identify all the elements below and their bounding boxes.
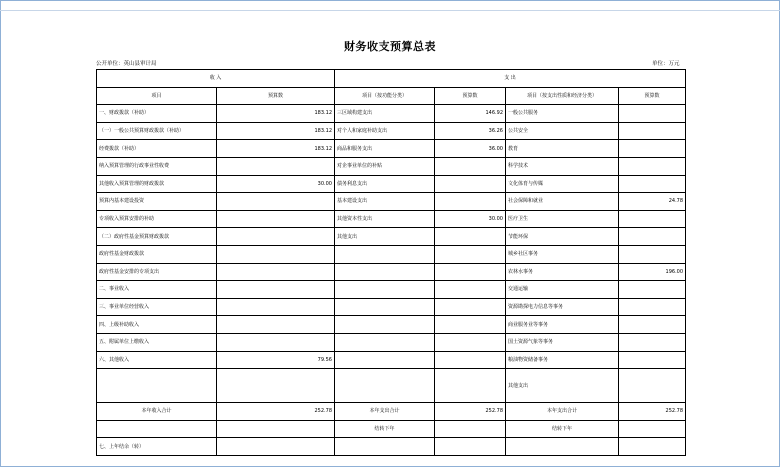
table-row — [97, 140, 686, 158]
amount-cell: 252.78 — [619, 403, 686, 421]
amount-cell — [217, 281, 335, 299]
table-row — [97, 193, 686, 211]
item-cell: 二、事业收入 — [97, 281, 217, 299]
item-cell: 预算内基本建设投资 — [97, 193, 217, 211]
item-cell — [335, 263, 435, 281]
item-cell: 四、上级补助收入 — [97, 316, 217, 334]
amount-cell — [217, 333, 335, 351]
item-cell: 交通运输 — [506, 281, 619, 299]
amount-cell — [435, 263, 506, 281]
item-cell: 政府性基金财政拨款 — [97, 245, 217, 263]
table-row — [97, 157, 686, 175]
column-header: 项目 — [97, 87, 217, 105]
item-cell — [97, 369, 217, 403]
amount-cell — [619, 420, 686, 438]
amount-cell — [217, 210, 335, 228]
table-row — [97, 438, 686, 456]
item-cell — [97, 420, 217, 438]
amount-cell — [435, 157, 506, 175]
top-divider — [0, 10, 780, 11]
amount-cell: 252.78 — [217, 403, 335, 421]
item-cell: 商品和服务支出 — [335, 140, 435, 158]
item-cell: 教育 — [506, 140, 619, 158]
amount-cell: 183.12 — [217, 122, 335, 140]
amount-cell: 196.00 — [619, 263, 686, 281]
item-cell: 国土资源气象等事务 — [506, 333, 619, 351]
amount-cell — [435, 369, 506, 403]
amount-cell — [619, 281, 686, 299]
table-row — [97, 105, 686, 123]
table-row — [97, 175, 686, 193]
budget-table — [96, 69, 686, 456]
table-row — [97, 369, 686, 403]
item-cell — [335, 245, 435, 263]
item-cell — [335, 333, 435, 351]
amount-cell: 79.56 — [217, 351, 335, 369]
item-cell: 基本建设支出 — [335, 193, 435, 211]
amount-cell — [435, 228, 506, 246]
column-header: 项目（按支出性质和经济分类） — [506, 87, 619, 105]
item-cell — [335, 298, 435, 316]
amount-cell — [619, 175, 686, 193]
table-row — [97, 210, 686, 228]
item-cell: 结转下年 — [335, 420, 435, 438]
amount-cell — [217, 438, 335, 456]
item-cell: 三、事业单位经营收入 — [97, 298, 217, 316]
item-cell: 社会保障和就业 — [506, 193, 619, 211]
amount-cell — [619, 298, 686, 316]
amount-cell — [619, 316, 686, 334]
amount-cell — [435, 316, 506, 334]
item-cell: 商业服务业等事务 — [506, 316, 619, 334]
amount-cell — [217, 369, 335, 403]
amount-cell — [217, 245, 335, 263]
amount-cell: 24.78 — [619, 193, 686, 211]
item-cell: 城乡社区事务 — [506, 245, 619, 263]
table-row — [97, 298, 686, 316]
item-cell: 政府性基金安排的专项支出 — [97, 263, 217, 281]
item-cell: （二）政府性基金预算财政拨款 — [97, 228, 217, 246]
item-cell: 农林水事务 — [506, 263, 619, 281]
item-cell: 结转下年 — [506, 420, 619, 438]
column-header: 预算数 — [435, 87, 506, 105]
amount-cell — [435, 245, 506, 263]
item-cell: 一、财政拨款（补助） — [97, 105, 217, 123]
item-cell: 资源勘探电力信息等事务 — [506, 298, 619, 316]
amount-cell — [435, 333, 506, 351]
table-row — [97, 333, 686, 351]
amount-cell — [217, 316, 335, 334]
amount-cell: 183.12 — [217, 140, 335, 158]
table-row — [97, 263, 686, 281]
item-cell — [335, 351, 435, 369]
table-row — [97, 281, 686, 299]
item-cell: （一）一般公共预算财政拨款（补助） — [97, 122, 217, 140]
column-header: 项目（按功能分类） — [335, 87, 435, 105]
amount-cell: 36.26 — [435, 122, 506, 140]
amount-cell — [217, 228, 335, 246]
amount-cell — [619, 157, 686, 175]
amount-cell — [619, 245, 686, 263]
item-cell: 本年支出合计 — [335, 403, 435, 421]
amount-cell — [435, 298, 506, 316]
table-row — [97, 228, 686, 246]
item-cell: 一般公共服务 — [506, 105, 619, 123]
item-cell — [506, 438, 619, 456]
item-cell: 对企事业单位的补贴 — [335, 157, 435, 175]
amount-cell — [619, 210, 686, 228]
total-row — [97, 403, 686, 421]
amount-cell — [435, 175, 506, 193]
item-cell: 其他支出 — [506, 369, 619, 403]
amount-cell — [619, 122, 686, 140]
amount-cell: 36.00 — [435, 140, 506, 158]
item-cell: 其他资本性支出 — [335, 210, 435, 228]
amount-cell — [435, 281, 506, 299]
expense-section-header: 支 出 — [335, 70, 686, 88]
page-title: 财务收支预算总表 — [344, 40, 436, 53]
table-row — [97, 316, 686, 334]
carry-row — [97, 420, 686, 438]
amount-cell: 30.00 — [217, 175, 335, 193]
item-cell: 债务利息支出 — [335, 175, 435, 193]
item-cell: 粮油物资储备事务 — [506, 351, 619, 369]
item-cell: 文化体育与传媒 — [506, 175, 619, 193]
amount-cell — [217, 263, 335, 281]
amount-cell — [619, 140, 686, 158]
section-header-row — [97, 70, 686, 88]
amount-cell — [619, 438, 686, 456]
amount-cell: 146.92 — [435, 105, 506, 123]
amount-cell — [619, 105, 686, 123]
amount-cell — [217, 298, 335, 316]
item-cell: 五、附属单位上缴收入 — [97, 333, 217, 351]
item-cell — [335, 281, 435, 299]
item-cell: 专项收入预算安排的补助 — [97, 210, 217, 228]
amount-cell — [619, 369, 686, 403]
item-cell: 科学技术 — [506, 157, 619, 175]
item-cell: 其他收入预算管理的财政拨款 — [97, 175, 217, 193]
item-cell — [335, 438, 435, 456]
column-header: 预算数 — [217, 87, 335, 105]
item-cell: 本年收入合计 — [97, 403, 217, 421]
item-cell: 三区域构建支出 — [335, 105, 435, 123]
item-cell: 公共安全 — [506, 122, 619, 140]
amount-cell — [619, 333, 686, 351]
amount-cell: 30.00 — [435, 210, 506, 228]
amount-cell — [435, 438, 506, 456]
item-cell: 对个人和家庭补助支出 — [335, 122, 435, 140]
amount-cell — [217, 193, 335, 211]
item-cell: 其他支出 — [335, 228, 435, 246]
item-cell: 七、上年结余（转） — [97, 438, 217, 456]
amount-cell — [217, 420, 335, 438]
item-cell: 医疗卫生 — [506, 210, 619, 228]
reporting-unit: 公开单位：英山县审计局 — [96, 61, 157, 67]
item-cell: 节能环保 — [506, 228, 619, 246]
amount-cell — [217, 157, 335, 175]
item-cell — [335, 316, 435, 334]
column-header: 预算数 — [619, 87, 686, 105]
amount-cell: 183.12 — [217, 105, 335, 123]
item-cell — [335, 369, 435, 403]
column-header-row — [97, 87, 686, 105]
item-cell: 本年支出合计 — [506, 403, 619, 421]
amount-cell — [619, 351, 686, 369]
table-row — [97, 351, 686, 369]
amount-cell — [435, 420, 506, 438]
item-cell: 六、其他收入 — [97, 351, 217, 369]
income-section-header: 收 入 — [97, 70, 335, 88]
item-cell: 经费拨款（补助） — [97, 140, 217, 158]
amount-cell — [619, 228, 686, 246]
amount-cell: 252.78 — [435, 403, 506, 421]
item-cell: 纳入预算管理的行政事业性收费 — [97, 157, 217, 175]
amount-cell — [435, 193, 506, 211]
amount-cell — [435, 351, 506, 369]
table-row — [97, 245, 686, 263]
table-row — [97, 122, 686, 140]
currency-unit: 单位：万元 — [652, 61, 680, 67]
